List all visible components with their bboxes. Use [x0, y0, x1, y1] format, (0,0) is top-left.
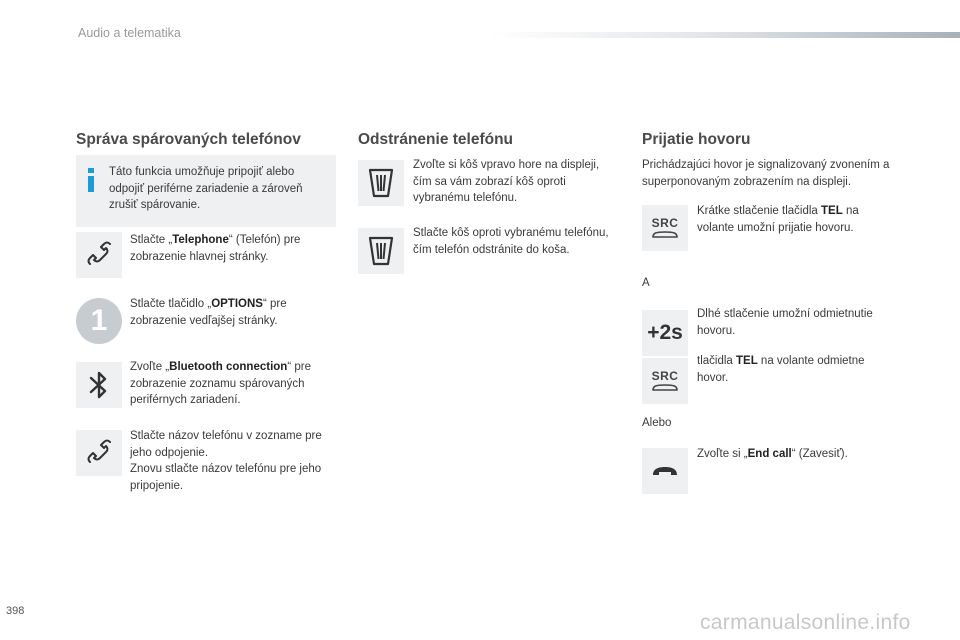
trash-icon — [358, 160, 404, 206]
answer-step: Krátke stlačenie tlačidla TEL na volante umožní prijatie hovoru. — [697, 205, 859, 234]
long-press-icon: +2s — [642, 310, 688, 356]
end-call-step: Zvoľte si „End call“ (Zavesiť). — [697, 448, 848, 460]
step-connect — [130, 428, 342, 494]
col2-title: Odstránenie telefónu — [358, 131, 514, 148]
call-intro: Prichádzajúci hovor je signalizovaný zvonením a superponovaným zobrazením na displeji. — [642, 159, 890, 188]
bluetooth-icon — [76, 362, 122, 408]
info-icon — [84, 168, 98, 192]
step-number-badge: 1 — [76, 298, 122, 344]
step-connect-line1: Stlačte názov telefónu v zozname pre jeho odpojenie. — [130, 430, 322, 459]
src-button-icon — [642, 358, 688, 404]
trash-icon — [358, 228, 404, 274]
header-divider — [488, 32, 960, 38]
col3-title: Prijatie hovoru — [642, 131, 751, 148]
src-label: SRC — [651, 215, 679, 230]
step-telephone: Stlačte „Telephone“ (Telefón) pre zobrazenie hlavnej stránky. — [130, 234, 301, 263]
hang-up-icon — [642, 448, 688, 494]
reject-step: Dlhé stlačenie umožní odmietnutie hovoru. — [697, 308, 873, 337]
col1-title: Správa spárovaných telefónov — [76, 131, 301, 148]
step-bluetooth: Zvoľte „Bluetooth connection“ pre zobrazenie zoznamu spárovaných periférnych zariadení. — [130, 361, 311, 406]
phone-icon — [76, 430, 122, 476]
step-options: Stlačte tlačidlo „OPTIONS“ pre zobrazenie vedľajšej stránky. — [130, 298, 287, 327]
watermark: carmanualsonline.info — [700, 611, 911, 634]
src-button-icon — [642, 205, 688, 251]
info-text: Táto funkcia umožňuje pripojiť alebo odpojiť periférne zariadenie a zároveň zrušiť spárovanie. — [109, 166, 303, 211]
reject-tel-step: tlačidla TEL na volante odmietne hovor. — [697, 355, 865, 384]
page-number: 398 — [6, 605, 25, 617]
or-label: A — [642, 277, 650, 289]
src-label: SRC — [651, 368, 679, 383]
delete-step-2: Stlačte kôš oproti vybranému telefónu, čím telefón odstránite do koša. — [413, 227, 609, 256]
phone-icon — [76, 232, 122, 278]
or-label: Alebo — [642, 417, 672, 429]
delete-step-1: Zvoľte si kôš vpravo hore na displeji, čím sa vám zobrazí kôš oproti vybranému telefónu. — [413, 159, 600, 204]
section-title: Audio a telematika — [78, 26, 181, 40]
step-connect-line2: Znovu stlačte názov telefónu pre jeho pripojenie. — [130, 463, 322, 492]
